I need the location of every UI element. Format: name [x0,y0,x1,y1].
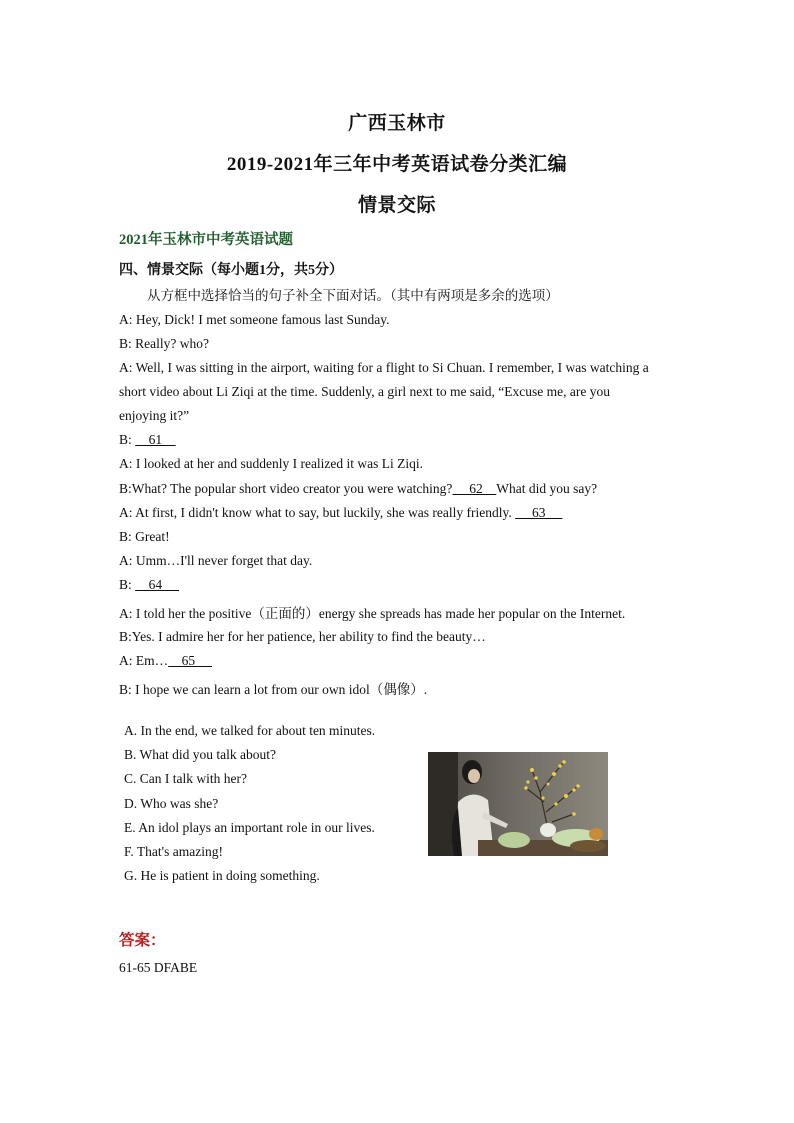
dialogue-line: A: Well, I was sitting in the airport, waiting for a flight to Si Chuan. I remember, I was watching a [119,360,649,375]
dialogue-line [119,577,179,593]
question-heading: 四、情景交际（每小题1分，共5分） [119,263,343,278]
dialogue-line: B: Great! [119,529,170,544]
dialogue-line: A: I looked at her and suddenly I realized it was Li Ziqi. [119,456,424,471]
dialogue-line [119,653,212,669]
answer-blank-65: 65 [168,653,212,668]
option-d: D. Who was she? [124,796,219,811]
answer-blank-61: 61 [135,432,176,447]
dialogue-line [119,432,176,448]
question-instruction: 从方框中选择恰当的句子补全下面对话。（其中有两项是多余的选项） [147,288,559,304]
answer-blank-64: 64 [135,577,180,592]
dialogue-text: A: At first, I didn't know what to say, but luckily, she was really friendly. [119,505,516,520]
option-b: B. What did you talk about? [124,747,276,762]
illustration-photo [428,752,608,856]
option-c: C. Can I talk with her? [124,771,247,786]
document-title-city: 广西玉林市 [348,113,446,134]
dialogue-line: B: I hope we can learn a lot from our own idol（偶像）. [119,682,428,697]
speaker-label: B: [119,432,136,447]
answer-blank-63: 63 [515,505,563,520]
dialogue-line: B:Yes. I admire her for her patience, her ability to find the beauty… [119,629,486,644]
option-g: G. He is patient in doing something. [124,868,320,883]
option-f: F. That's amazing! [124,844,223,859]
dialogue-line [119,505,562,521]
dialogue-line: short video about Li Ziqi at the time. Suddenly, a girl next to me said, “Excuse me, are you [119,384,611,399]
document-title-series: 2019-2021年三年中考英语试卷分类汇编 [226,154,568,175]
dialogue-text: B:What? The popular short video creator you were watching? [119,481,453,496]
document-title-topic: 情景交际 [357,195,436,216]
answer-label: 答案： [119,932,166,949]
option-a: A. In the end, we talked for about ten minutes. [124,723,376,738]
dialogue-text: What did you say? [496,481,598,496]
dialogue-line: A: I told her the positive（正面的）energy she spreads has made her popular on the Internet. [119,606,626,621]
speaker-label: B: [119,577,136,592]
section-title: 2021年玉林市中考英语试题 [119,232,293,248]
dialogue-line: A: Umm…I'll never forget that day. [119,553,313,568]
dialogue-line: A: Hey, Dick! I met someone famous last Sunday. [119,312,390,327]
dialogue-line: enjoying it?” [119,408,190,423]
dialogue-line [119,481,597,497]
answer-blank-62: 62 [452,481,497,496]
option-e: E. An idol plays an important role in our lives. [124,820,375,835]
dialogue-text: A: Em… [119,653,169,668]
answer-value: 61-65 DFABE [119,960,198,975]
dialogue-line: B: Really? who? [119,336,209,351]
